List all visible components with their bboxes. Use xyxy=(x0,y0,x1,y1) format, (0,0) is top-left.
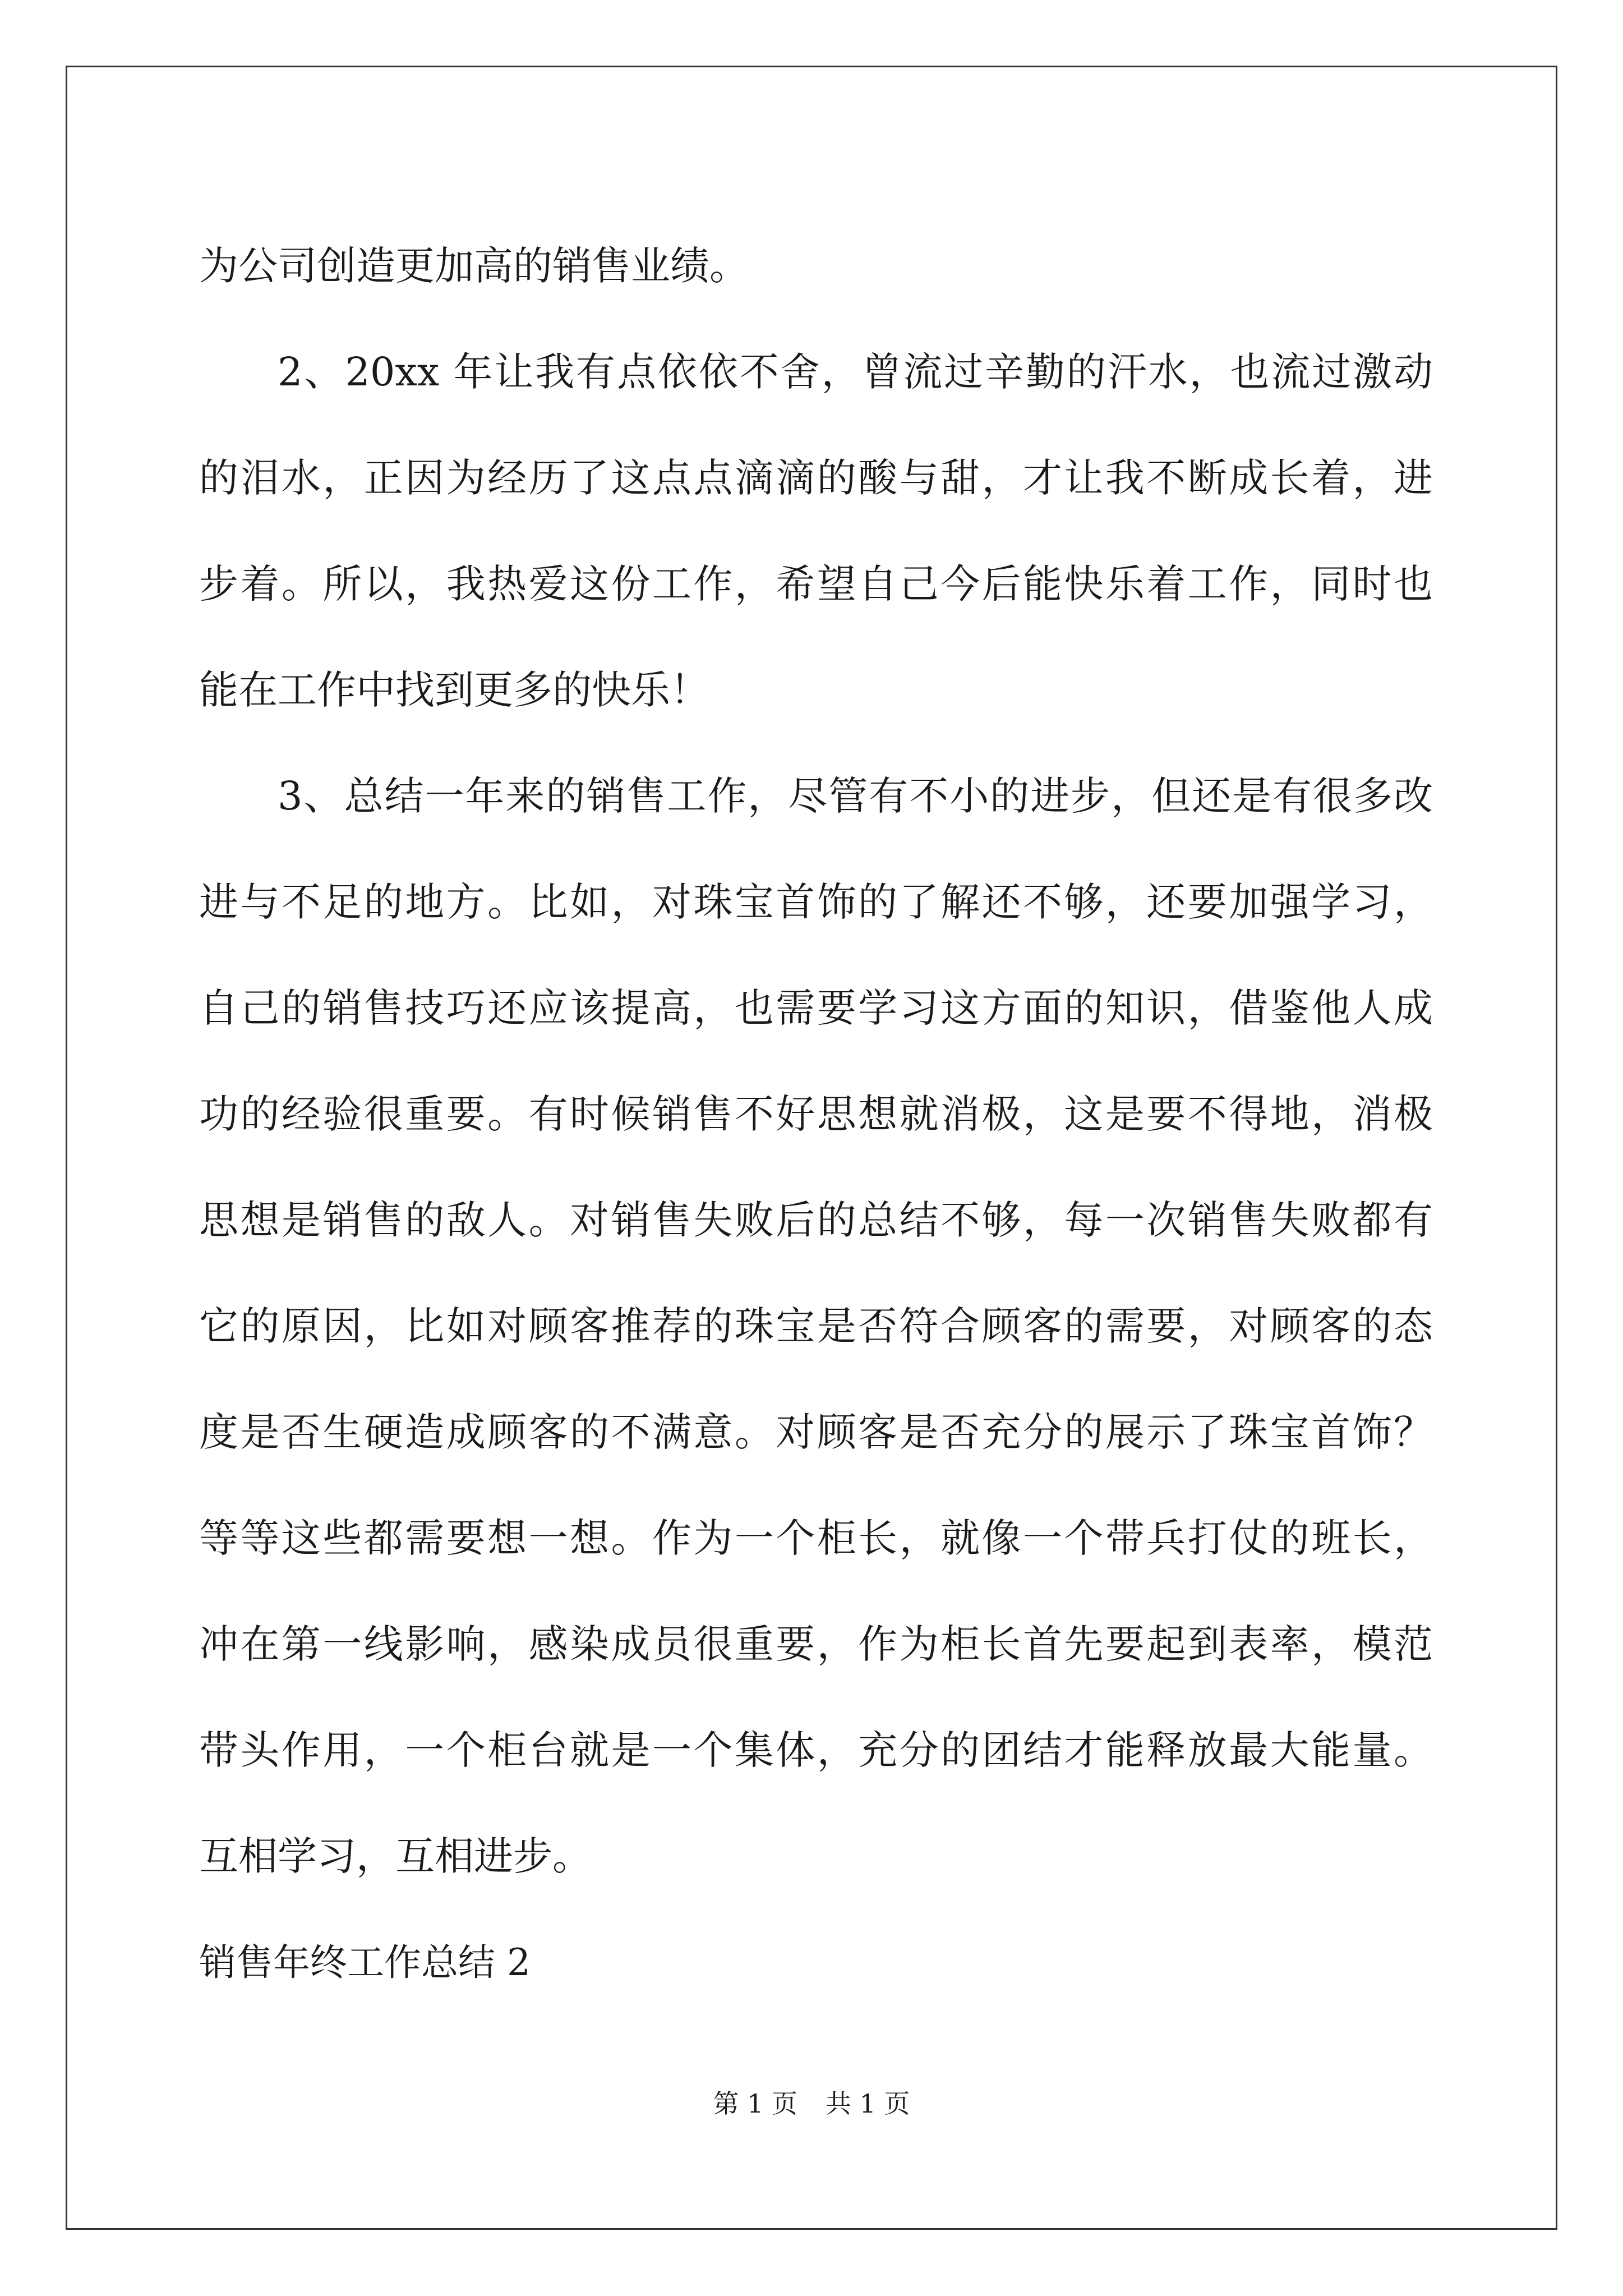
page-number: 第 1 页 xyxy=(713,2088,797,2119)
text-line: 为公司创造更加高的销售业绩。 xyxy=(199,243,749,289)
text-line: 互相学习，互相进步。 xyxy=(199,1833,592,1879)
text-line: 步着。所以，我热爱这份工作，希望自己今后能快乐着工作，同时也 xyxy=(199,561,1433,607)
text-line: 能在工作中找到更多的快乐！ xyxy=(199,667,709,713)
text-line: 的泪水，正因为经历了这点点滴滴的酸与甜，才让我不断成长着，进 xyxy=(199,455,1433,501)
page-footer xyxy=(0,2087,1623,2120)
text-line: 思想是销售的敌人。对销售失败后的总结不够，每一次销售失败都有 xyxy=(199,1197,1433,1243)
page-total: 共 1 页 xyxy=(826,2088,910,2119)
document-body xyxy=(199,213,1433,2016)
text-line: 进与不足的地方。比如，对珠宝首饰的了解还不够，还要加强学习， xyxy=(199,879,1433,925)
text-line: 它的原因，比如对顾客推荐的珠宝是否符合顾客的需要，对顾客的态 xyxy=(199,1303,1433,1349)
text-line: 自己的销售技巧还应该提高，也需要学习这方面的知识，借鉴他人成 xyxy=(199,985,1433,1031)
text-line: 冲在第一线影响，感染成员很重要，作为柜长首先要起到表率，模范 xyxy=(199,1621,1433,1667)
text-line: 带头作用，一个柜台就是一个集体，充分的团结才能释放最大能量。 xyxy=(199,1727,1433,1773)
text-line: 2、20xx 年让我有点依依不舍，曾流过辛勤的汗水，也流过激动 xyxy=(278,349,1433,395)
text-line: 等等这些都需要想一想。作为一个柜长，就像一个带兵打仗的班长， xyxy=(199,1515,1433,1561)
text-line: 度是否生硬造成顾客的不满意。对顾客是否充分的展示了珠宝首饰？ xyxy=(199,1409,1433,1455)
text-line: 功的经验很重要。有时候销售不好思想就消极，这是要不得地，消极 xyxy=(199,1091,1433,1137)
text-line: 3、总结一年来的销售工作，尽管有不小的进步，但还是有很多改 xyxy=(278,773,1433,819)
section-title: 销售年终工作总结 2 xyxy=(199,1941,531,1984)
